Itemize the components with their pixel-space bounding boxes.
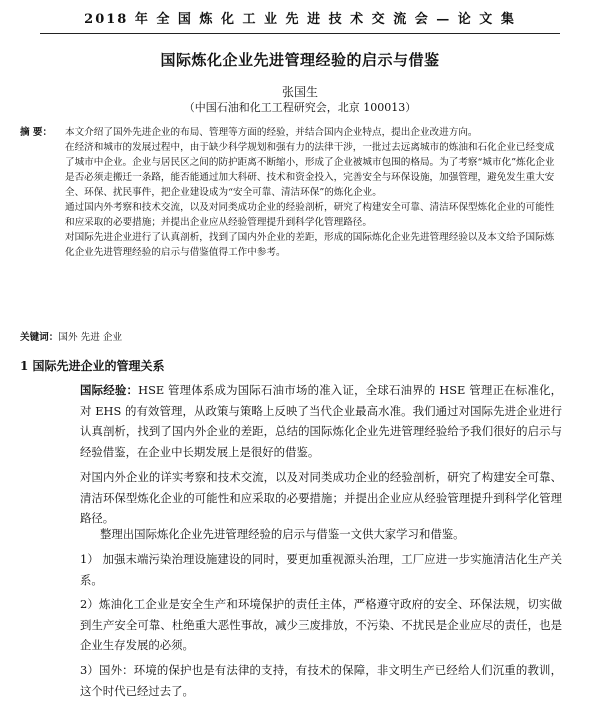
list-item: 2）炼油化工企业是安全生产和环境保护的责任主体，严格遵守政府的安全、环保法规，切实做到生产安全可靠、杜绝重大恶性事故，减少三废排放，不污染、不扰民是企业应尽的责任，也是企业生存发展的必须。 [80,597,562,652]
keywords-text: 国外 先进 企业 [58,332,123,343]
abstract-paragraph: 本文介绍了国外先进企业的布局、管理等方面的经验，并结合国内企业特点，提出企业改进方向。 [65,127,478,138]
paragraph-lead-label: 国际经验： [80,383,139,397]
abstract-paragraph: 在经济和城市的发展过程中，由于缺少科学规划和强有力的法律干涉，一批过去远离城市的炼油和石化企业已经变成了城市中企业。企业与居民区之间的防护距离不断缩小，形成了企业被城市包围的格局。为了考察“城市化”炼化企业是否必须走搬迁一条路，能否能通过加大科研、技术和资金投入，完善安全与环保设施，加强管理，避免发生重大安全、环保、扰民事件，把企业建设成为“安全可靠、清洁环保”的炼化企业。 [65,142,555,198]
body-paragraph [80,380,562,462]
proceedings-header: 2018 年 全 国 炼 化 工 业 先 进 技 术 交 流 会 — 论 文 集 [40,8,560,34]
author-name: 张国生 [281,85,318,99]
section-heading: 1 国际先进企业的管理关系 [20,359,165,373]
keywords-line [20,329,122,343]
abstract-block [20,125,560,260]
abstract-paragraph: 通过国内外考察和技术交流，以及对同类成功企业的经验剖析，研究了构建安全可靠、清洁环保型炼化企业的可能性和应采取的必要措施；并提出企业应从经验管理提升到科学化管理路径。 [65,202,555,228]
abstract-label: 摘 要： [20,127,53,138]
paper-title: 国际炼化企业先进管理经验的启示与借鉴 [160,51,440,69]
abstract-paragraph: 对国际先进企业进行了认真剖析，找到了国内外企业的差距，形成的国际炼化企业先进管理经验以及本文给予国际炼化企业先进管理经验的启示与借鉴值得工作中参考。 [65,232,555,258]
keywords-label: 关键词： [20,332,59,343]
body-paragraph: 对国内外企业的详实考察和技术交流，以及对同类成功企业的经验剖析，研究了构建安全可靠、清洁环保型炼化企业的可能性和应采取的必要措施；并提出企业应从经验管理提升到科学化管理路径。 [80,470,562,525]
list-item: 3）国外：环境的保护也是有法律的支持，有技术的保障，非文明生产已经给人们沉重的教训，这个时代已经过去了。 [80,663,562,698]
list-item: 1） 加强末端污染治理设施建设的同时，要更加重视源头治理，工厂应进一步实施清洁化生产关系。 [80,552,562,587]
body-paragraph: 整理出国际炼化企业先进管理经验的启示与借鉴一文供大家学习和借鉴。 [100,527,465,541]
author-affiliation: （中国石油和化工工程研究会，北京 100013） [183,101,417,114]
paragraph-text: HSE 管理体系成为国际石油市场的准入证，全球石油界的 HSE 管理正在标准化，对 EHS 的有效管理，从政策与策略上反映了当代企业最高水准。我们通过对国际先进企业进行认真剖析，找到了国内外企业的差距，总结的国际炼化企业先进管理经验给予我们很好的启示与经验借鉴，在企业中长期发展上是很好的借鉴。 [80,383,562,459]
